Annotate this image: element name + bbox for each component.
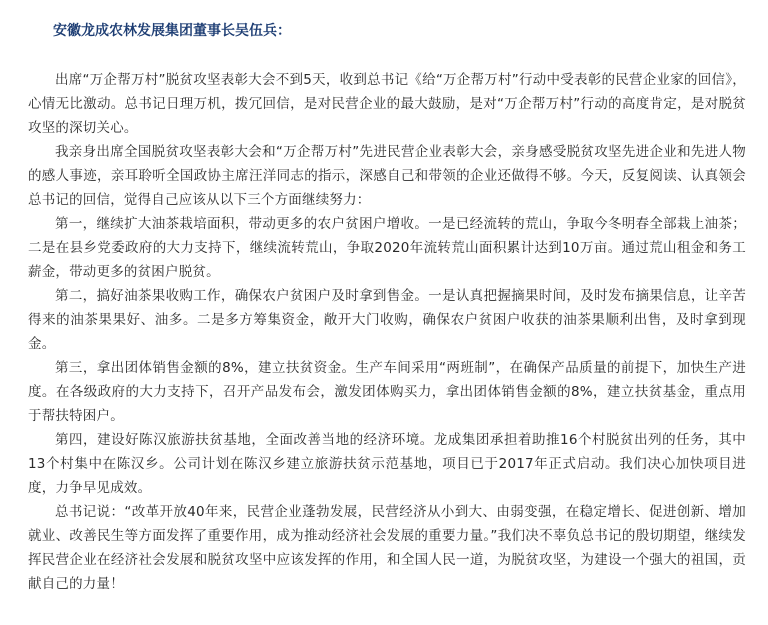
article-body [28, 68, 746, 596]
paragraph-5: 第三，拿出团体销售金额的8%，建立扶贫资金。生产车间采用“两班制”，在确保产品质量的前提下，加快生产进度。在各级政府的大力支持下，召开产品发布会，激发团体购买力，拿出团体销售金额的8%，建立扶贫基金，重点用于帮扶特困户。 [28, 360, 746, 424]
paragraph-2: 我亲身出席全国脱贫攻坚表彰大会和“万企帮万村”先进民营企业表彰大会，亲身感受脱贫攻坚先进企业和先进人物的感人事迹，亲耳聆听全国政协主席汪洋同志的指示，深感自己和带领的企业还做得不够。今天，反复阅读、认真领会总书记的回信，觉得自己应该从以下三个方面继续努力： [28, 144, 746, 208]
paragraph-7: 总书记说：“改革开放40年来，民营企业蓬勃发展，民营经济从小到大、由弱变强，在稳定增长、促进创新、增加就业、改善民生等方面发挥了重要作用，成为推动经济社会发展的重要力量。”我们决不辜负总书记的殷切期望，继续发挥民营企业在经济社会发展和脱贫攻坚中应该发挥的作用，和全国人民一道，为脱贫攻坚，为建设一个强大的祖国，贡献自己的力量！ [28, 504, 746, 592]
paragraph-1: 出席“万企帮万村”脱贫攻坚表彰大会不到5天，收到总书记《给“万企帮万村”行动中受表彰的民营企业家的回信》，心情无比激动。总书记日理万机，拨冗回信，是对民营企业的最大鼓励，是对“万企帮万村”行动的高度肯定，是对脱贫攻坚的深切关心。 [28, 72, 746, 136]
paragraph-4: 第二，搞好油茶果收购工作，确保农户贫困户及时拿到售金。一是认真把握摘果时间，及时发布摘果信息，让辛苦得来的油茶果果好、油多。二是多方筹集资金，敞开大门收购，确保农户贫困户收获的油茶果顺利出售，及时拿到现金。 [28, 288, 746, 352]
paragraph-3: 第一，继续扩大油茶栽培面积，带动更多的农户贫困户增收。一是已经流转的荒山，争取今冬明春全部栽上油茶；二是在县乡党委政府的大力支持下，继续流转荒山，争取2020年流转荒山面积累计达到10万亩。通过荒山租金和务工薪金，带动更多的贫困户脱贫。 [28, 216, 746, 280]
paragraph-6: 第四，建设好陈汉旅游扶贫基地，全面改善当地的经济环境。龙成集团承担着助推16个村脱贫出列的任务，其中13个村集中在陈汉乡。公司计划在陈汉乡建立旅游扶贫示范基地，项目已于2017年正式启动。我们决心加快项目进度，力争早见成效。 [28, 432, 746, 496]
article-heading: 安徽龙成农林发展集团董事长吴伍兵： [53, 23, 291, 39]
